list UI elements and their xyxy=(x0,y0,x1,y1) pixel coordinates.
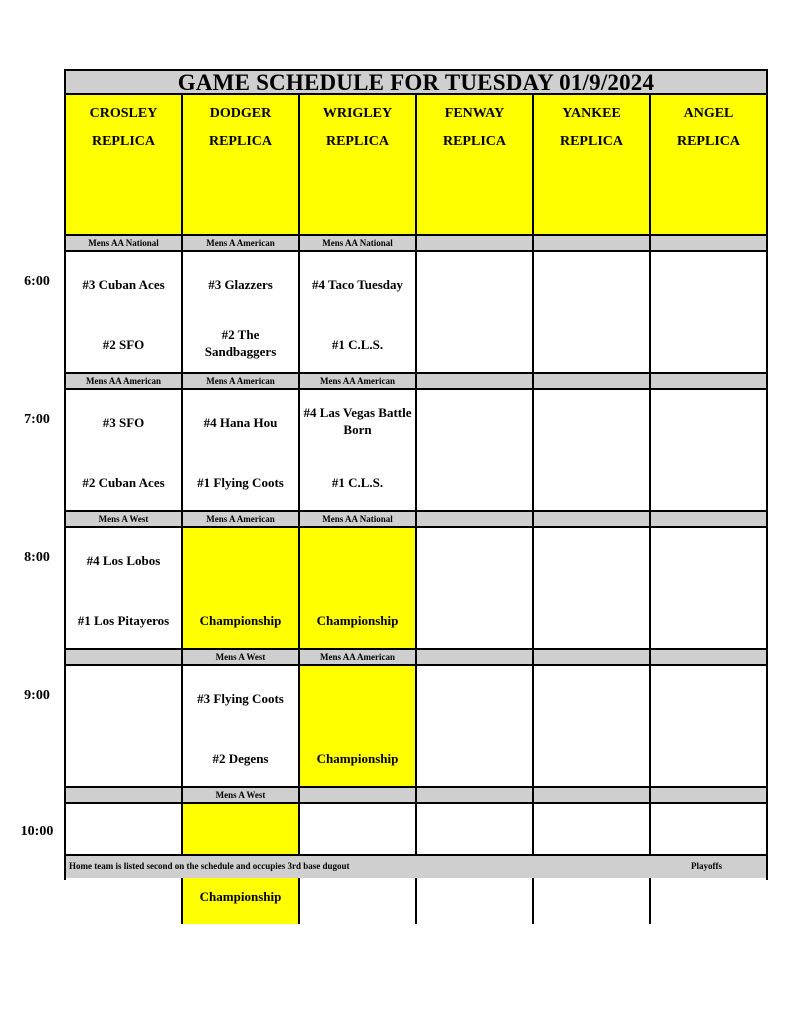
division-label xyxy=(66,650,183,664)
championship-cell xyxy=(300,528,417,648)
division-label xyxy=(534,236,651,250)
time-label: 6:00 xyxy=(24,274,50,289)
division-label: Mens AA American xyxy=(66,374,183,388)
empty-cell xyxy=(651,528,766,648)
division-label: Mens AA American xyxy=(300,374,417,388)
empty-cell xyxy=(651,390,766,510)
empty-cell xyxy=(534,666,651,786)
footer-playoffs-label: Playoffs xyxy=(691,861,722,871)
time-label: 10:00 xyxy=(20,824,54,839)
empty-cell xyxy=(534,252,651,372)
field-header-fenway xyxy=(417,95,534,234)
field-subtitle: REPLICA xyxy=(559,134,623,149)
division-label xyxy=(417,788,534,802)
division-row xyxy=(66,786,766,804)
footer-bar xyxy=(66,854,766,878)
home-team: #2 Cuban Aces xyxy=(82,475,165,490)
division-row xyxy=(66,648,766,666)
division-label xyxy=(651,788,766,802)
empty-cell xyxy=(417,390,534,510)
field-subtitle: REPLICA xyxy=(442,134,506,149)
away-team: #3 SFO xyxy=(102,415,145,430)
time-label: 9:00 xyxy=(24,688,50,703)
field-subtitle: REPLICA xyxy=(91,134,155,149)
away-team: #4 Taco Tuesday xyxy=(311,277,404,292)
division-label: Mens A American xyxy=(183,236,300,250)
game-cell xyxy=(66,252,183,372)
division-label xyxy=(300,788,417,802)
home-team: #1 Flying Coots xyxy=(197,475,284,490)
game-cell xyxy=(183,666,300,786)
home-team: #1 C.L.S. xyxy=(331,337,384,352)
empty-cell xyxy=(534,528,651,648)
away-team: #3 Flying Coots xyxy=(197,691,284,706)
division-label: Mens A American xyxy=(183,512,300,526)
field-name: YANKEE xyxy=(562,106,621,121)
game-cell xyxy=(300,390,417,510)
division-label xyxy=(534,788,651,802)
game-cell xyxy=(66,528,183,648)
away-team: #3 Cuban Aces xyxy=(82,277,165,292)
division-label: Mens AA American xyxy=(300,650,417,664)
empty-cell xyxy=(651,666,766,786)
division-label: Mens A West xyxy=(66,512,183,526)
division-label xyxy=(417,650,534,664)
away-team: #3 Glazzers xyxy=(208,277,273,292)
time-label: 7:00 xyxy=(24,412,50,427)
field-header-dodger xyxy=(183,95,300,234)
home-team: #2 Degens xyxy=(212,751,269,766)
away-team: #4 Las Vegas Battle Born xyxy=(303,405,412,437)
field-name: WRIGLEY xyxy=(322,106,393,121)
game-cell xyxy=(183,252,300,372)
field-header-row xyxy=(66,95,766,234)
division-label xyxy=(534,650,651,664)
championship-label: Championship xyxy=(199,613,282,628)
division-label xyxy=(651,512,766,526)
division-label: Mens A American xyxy=(183,374,300,388)
field-subtitle: REPLICA xyxy=(676,134,740,149)
division-row xyxy=(66,510,766,528)
division-label: Mens AA National xyxy=(300,236,417,250)
home-team: #1 C.L.S. xyxy=(331,475,384,490)
division-label: Mens A West xyxy=(183,650,300,664)
page-title: GAME SCHEDULE FOR TUESDAY 01/9/2024 xyxy=(66,71,766,95)
away-team: #4 Los Lobos xyxy=(86,553,161,568)
division-row xyxy=(66,372,766,390)
field-name: DODGER xyxy=(209,106,272,121)
empty-cell xyxy=(417,252,534,372)
division-label xyxy=(651,236,766,250)
game-cell xyxy=(183,390,300,510)
field-subtitle: REPLICA xyxy=(325,134,389,149)
footer-note: Home team is listed second on the schedule and occupies 3rd base dugout xyxy=(69,861,350,871)
field-header-wrigley xyxy=(300,95,417,234)
field-subtitle: REPLICA xyxy=(208,134,272,149)
division-label: Mens A West xyxy=(183,788,300,802)
field-header-crosley xyxy=(66,95,183,234)
division-label xyxy=(417,236,534,250)
championship-cell xyxy=(183,528,300,648)
game-cell xyxy=(66,390,183,510)
game-cell xyxy=(300,252,417,372)
empty-cell xyxy=(417,528,534,648)
home-team: #2 SFO xyxy=(102,337,145,352)
away-team: #4 Hana Hou xyxy=(203,415,278,430)
division-label xyxy=(651,374,766,388)
field-name: FENWAY xyxy=(444,106,505,121)
time-label: 8:00 xyxy=(24,550,50,565)
home-team: #1 Los Pitayeros xyxy=(77,613,170,628)
field-header-yankee xyxy=(534,95,651,234)
division-row xyxy=(66,234,766,252)
empty-cell xyxy=(651,252,766,372)
division-label xyxy=(651,650,766,664)
empty-cell xyxy=(66,666,183,786)
division-label xyxy=(417,374,534,388)
schedule-table xyxy=(64,69,768,904)
division-label xyxy=(417,512,534,526)
field-name: CROSLEY xyxy=(89,106,158,121)
field-header-angel xyxy=(651,95,766,234)
championship-cell xyxy=(300,666,417,786)
empty-cell xyxy=(417,666,534,786)
championship-label: Championship xyxy=(316,613,399,628)
division-label: Mens AA National xyxy=(300,512,417,526)
empty-cell xyxy=(534,390,651,510)
division-label: Mens AA National xyxy=(66,236,183,250)
field-name: ANGEL xyxy=(683,106,734,121)
home-team: #2 The Sandbaggers xyxy=(204,327,277,359)
division-label xyxy=(66,788,183,802)
division-label xyxy=(534,374,651,388)
championship-label: Championship xyxy=(316,751,399,766)
championship-label: Championship xyxy=(199,889,282,904)
division-label xyxy=(534,512,651,526)
